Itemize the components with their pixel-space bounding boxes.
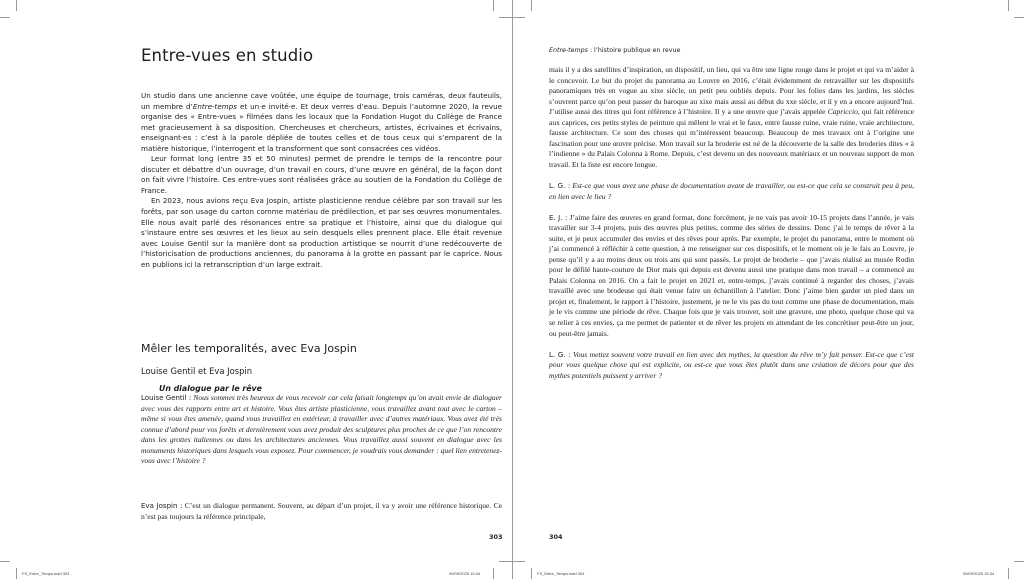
answer-text: J’aime faire des œuvres en grand format, donc forcément, je ne vais pas avoir 10-15 projets dans l’année, je vais travailler sur 3-4 projets, puis des œuvres plus petites, comme des séries de dessins. Donc j’ai le temps de rêver à la suite, et je peux accumuler des envies et des rêves pour après. Par exemple, le projet du panorama, entre le moment où j’ai commencé à réfléchir à cette question, à me renseigner sur ces dispositifs, et le moment où je le fais au Louvre, je pense qu’il y a au moins deux ou trois ans qui sont passés. Le projet de broderie – que j’avais réalisé au musée Rodin pour le défilé haute-couture de Dior mais qui depuis est devenu aussi une pratique dans mon travail – a commencé au Palais Colonna en 2016. On a fait le projet en 2021 et, entre-temps, j’avais continué à regarder des choses, j’avais travaillé avec une brodeuse qui était venue faire un échantillon à l’atelier. Donc j’aime bien garder un pied dans un projet et, finalement, le rapport à l’histoire, justement, je ne le vis pas du tout comme une phase de documentation, mais je le vis comme une période de rêve. Chaque fois que je vais trouver, soit une gravure, une photo, quelque chose qui va se relier à ces envies, ça me permet de patienter et de rêver les projets en attendant de les concrétiser peut-être un jour, ou peut-être jamais. bbox=[549, 212, 915, 338]
intro-paragraph: Leur format long (entre 35 et 50 minutes) permet de prendre le temps de la rencontre pour discuter et débattre d’un ouvrage, d’un travail en cours, d’une œuvre en général, de la façon dont on fait vivre l’histoire. Ces entre-vues sont réalisées grâce au soutien de la Fondation du Collège de France. bbox=[141, 154, 502, 195]
slug-filename: FS_Entre_Temps.indd 303 bbox=[22, 571, 70, 576]
running-head: Entre-temps : l’histoire publique en revue bbox=[549, 47, 681, 54]
intro-paragraph: En 2023, nous avions reçu Eva Jospin, artiste plasticienne rendue célèbre par son travail sur les forêts, par son usage du carton comme matériau de prédilection, et par ses œuvres monumentales. Elle nous avait parlé des résonances entre sa pratique et l’histoire, ainsi que du dialogue qui s’instaure entre ses œuvres et les lieux au sein desquels elles prennent place. Elle était revenue avec Louise Gentil sur la manière dont sa production artistique se nourrit d’une redécouverte de l’historicisation de productions anciennes, du panorama à la grotte en passant par le caprice. Nous en publions ici la retranscription d’un large extrait. bbox=[141, 196, 502, 269]
subsection-title: Un dialogue par le rêve bbox=[159, 384, 262, 393]
speaker-initials: L. G. : bbox=[549, 181, 571, 190]
intro-paragraph: Un studio dans une ancienne cave voûtée, une équipe de tournage, trois caméras, deux fauteuils, un membre d’Entre-temps et un·e invité·e. Et deux verres d’eau. Depuis l’automne 2020, la revue organise des « Entre-vues » filmées dans les locaux que la Fondation Hugot du Collège de France met gracieusement à sa disposition. Chercheuses et chercheurs, artistes, écrivaines et écrivains, enseignant·es : c’est à la parole dépliée de toutes celles et de tous ceux qui s’emparent de la matière historique, l’interrogent et la transforment que sont consacrées ces vidéos. bbox=[141, 91, 503, 153]
speaker-name: Louise Gentil : bbox=[141, 394, 192, 402]
dialogue-question bbox=[549, 181, 914, 202]
answer-text: C’est un dialogue permanent. Souvent, au départ d’un projet, il va y avoir une référence historique. Ce n’est pas toujours la référence principale, bbox=[141, 501, 503, 521]
journal-name: Entre-temps bbox=[192, 101, 237, 111]
authors-line: Louise Gentil et Eva Jospin bbox=[141, 366, 253, 376]
page-number: 303 bbox=[489, 533, 503, 541]
slug-filename: FS_Entre_Temps.indd 304 bbox=[537, 571, 585, 576]
speaker-initials: E. J. : bbox=[549, 213, 568, 222]
section-title: Mêler les temporalités, avec Eva Jospin bbox=[141, 342, 357, 355]
question-text: Nous sommes très heureux de vous recevoir car cela faisait longtemps qu’on avait envie de dialoguer avec vous des rapports entre art et histoire. Vous êtes artiste plasticienne, vous travaillez avant tout avec le carton – même si vous êtes amenée, quand vous travaillez en extérieur, à travailler avec d’autres matériaux. Vous avez été très connue d’abord pour vos forêts et dernièrement vous avez produit des sculptures plus proches de ce que l’on rencontre dans les grottes italiennes ou dans les architectures anciennes. Vous travaillez aussi souvent en dialogue avec les monuments historiques dans lesquels vous exposez. Pour commencer, je voudrais vous demander : quel lien entretenez-vous avec l’histoire ? bbox=[141, 393, 502, 466]
dialogue-question bbox=[141, 393, 502, 467]
article-title: Entre-vues en studio bbox=[141, 46, 314, 65]
slug-date: 09/09/2025 15:34 bbox=[449, 571, 481, 576]
page-number: 304 bbox=[549, 533, 563, 541]
question-text: Vous mettez souvent votre travail en lien avec des mythes, la question du rêve m’y fait penser. Est-ce que c’est pour vous quelque chose qui est explicite, ou est-ce que vous êtes plutôt dans une création de décors pour que des mythes potentiels puissent y arriver ? bbox=[549, 349, 914, 380]
answer-continuation: mais il y a des satellites d’inspiration, un dispositif, un lieu, qui va être une ligne rouge dans le projet et qui va m’aider à le concevoir. Le but du projet du panorama au Louvre en 2016, c’était évidemment de retravailler sur les dispositifs panoramiques très en vogue au xixe siècle, un petit peu oubliés depuis. Pour les folies dans les jardins, les siècles s’ouvrent parce qu’on peut passer du baroque au xixe mais aussi au début du xxe siècle, et il y en a encore aujourd’hui. J’utilise aussi des titres qui font référence à l’histoire. Il y a une œuvre que j’avais appelée Capriccio, qui fait référence aux caprices, ces petits styles de peinture qui mêlent le vrai et le faux, entre fausse ruine, vraie ruine, vraie architecture, fausse architecture. Ce sont des choses qui m’intéressent beaucoup. Beaucoup de mes travaux ont à l’origine une fascination pour une œuvre précise. Mon travail sur la broderie est né de la découverte de la salle des broderies dites « à l’indienne » du Palais Colonna à Rome. Depuis, c’est devenu un des nouveaux matériaux et un nouveau support de mon travail. Et la liste est encore longue. bbox=[549, 65, 914, 169]
intro-text bbox=[141, 91, 502, 270]
page-right bbox=[512, 0, 1024, 579]
artwork-title: Capriccio bbox=[827, 107, 858, 117]
speaker-initials: L. G. : bbox=[549, 350, 571, 359]
slug-date: 09/09/2025 15:34 bbox=[963, 571, 995, 576]
interview-text bbox=[549, 65, 914, 381]
dialogue-answer bbox=[141, 501, 502, 522]
question-text: Est-ce que vous avez une phase de documentation avant de travailler, ou est-ce que cela se construit peu à peu, en lien avec le lieu ? bbox=[549, 180, 914, 201]
dialogue-answer bbox=[549, 213, 914, 340]
dialogue-question bbox=[549, 350, 914, 382]
speaker-name: Eva Jospin : bbox=[141, 502, 183, 510]
